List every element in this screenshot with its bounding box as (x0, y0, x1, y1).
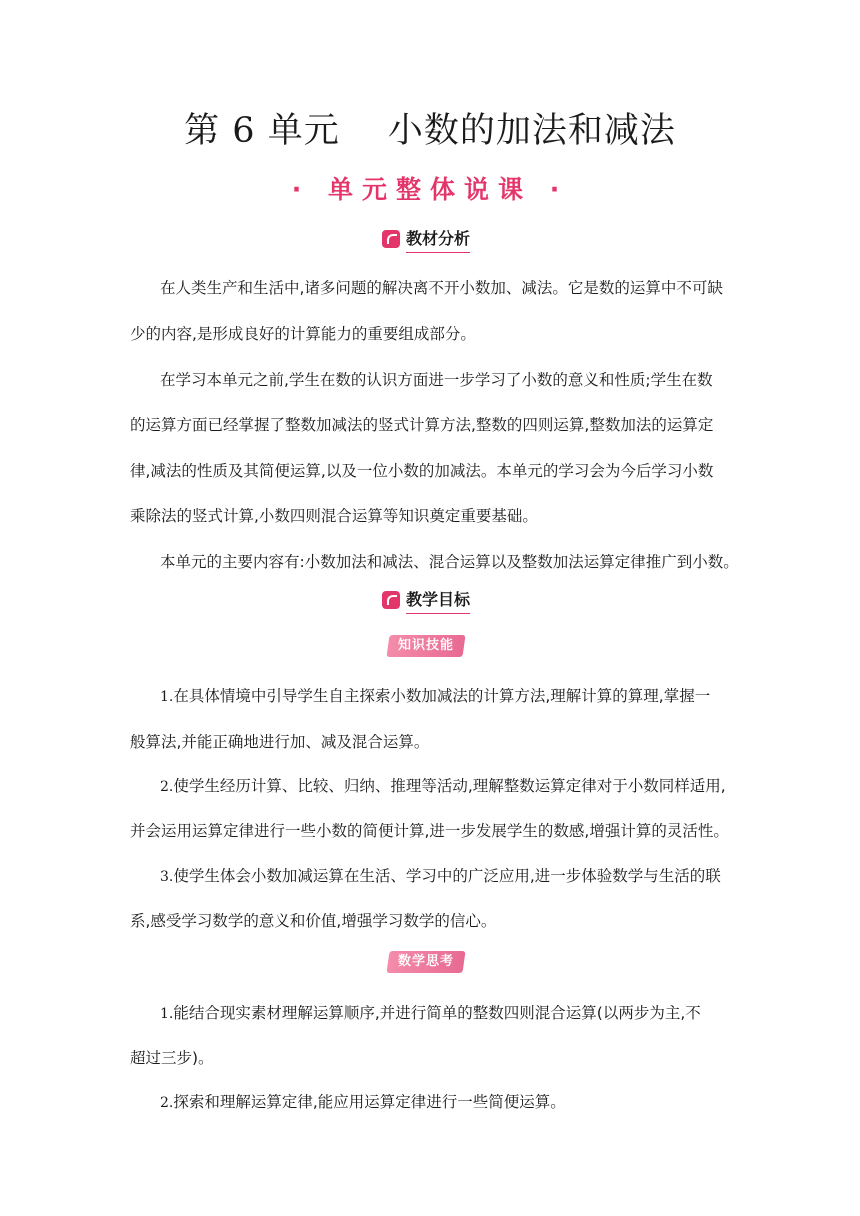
tag-label: 知识技能 (398, 638, 455, 653)
paragraph-line: 本单元的主要内容有:小数加法和减法、混合运算以及整数加法运算定律推广到小数。 (160, 553, 739, 571)
list-item-number: 2. (160, 779, 174, 795)
list-item-number: 3. (160, 869, 174, 885)
paragraph-line: 在学习本单元之前,学生在数的认识方面进一步学习了小数的意义和性质;学生在数 (160, 371, 713, 389)
section-heading-textbook-analysis (382, 224, 470, 254)
list-item-text: 能结合现实素材理解运算顺序,并进行简单的整数四则混合运算(以两步为主,不 (173, 1004, 701, 1022)
list-item-number: 1. (160, 689, 174, 705)
paragraph-line: 乘除法的竖式计算,小数四则混合运算等知识奠定重要基础。 (130, 507, 538, 525)
list-item-text: 使学生经历计算、比较、归纳、推理等活动,理解整数运算定律对于小数同样适用, (173, 777, 726, 795)
tag-knowledge-skills (386, 635, 465, 657)
list-item-line: 系,感受学习数学的意义和价值,增强学习数学的信心。 (130, 912, 497, 930)
paragraph-line: 少的内容,是形成良好的计算能力的重要组成部分。 (130, 325, 476, 343)
section-heading-icon (382, 230, 400, 248)
list-item-line: 超过三步)。 (130, 1049, 214, 1067)
list-item-line: 并会运用运算定律进行一些小数的简便计算,进一步发展学生的数感,增强计算的灵活性。 (130, 822, 729, 840)
list-item-line (160, 684, 710, 706)
list-item-line (160, 864, 721, 886)
list-item-number: 1. (160, 1006, 174, 1022)
list-item-line (160, 1001, 701, 1023)
section-heading-icon (382, 591, 400, 609)
list-item-number: 2. (160, 1095, 174, 1111)
paragraph-line: 律,减法的性质及其简便运算,以及一位小数的加减法。本单元的学习会为今后学习小数 (130, 462, 714, 480)
list-item-text: 探索和理解运算定律,能应用运算定律进行一些简便运算。 (173, 1093, 566, 1111)
list-item-text: 使学生体会小数加减运算在生活、学习中的广泛应用,进一步体验数学与生活的联 (173, 867, 721, 885)
section-heading-teaching-goals (382, 585, 470, 615)
page-subtitle: · 单元整体说课 · (291, 175, 569, 204)
list-item-line: 般算法,并能正确地进行加、减及混合运算。 (130, 733, 430, 751)
section-heading-label: 教材分析 (406, 226, 470, 253)
paragraph-line: 在人类生产和生活中,诸多问题的解决离不开小数加、减法。它是数的运算中不可缺 (160, 279, 723, 297)
tag-label: 数学思考 (398, 954, 455, 969)
list-item-line (160, 1090, 566, 1112)
section-heading-label: 教学目标 (406, 587, 470, 614)
tag-math-thinking (386, 951, 465, 973)
list-item-line (160, 774, 726, 796)
paragraph-line: 的运算方面已经掌握了整数加减法的竖式计算方法,整数的四则运算,整数加法的运算定 (130, 416, 714, 434)
list-item-text: 在具体情境中引导学生自主探索小数加减法的计算方法,理解计算的算理,掌握一 (173, 687, 711, 705)
page-title: 第 6 单元 小数的加法和减法 (184, 111, 676, 151)
